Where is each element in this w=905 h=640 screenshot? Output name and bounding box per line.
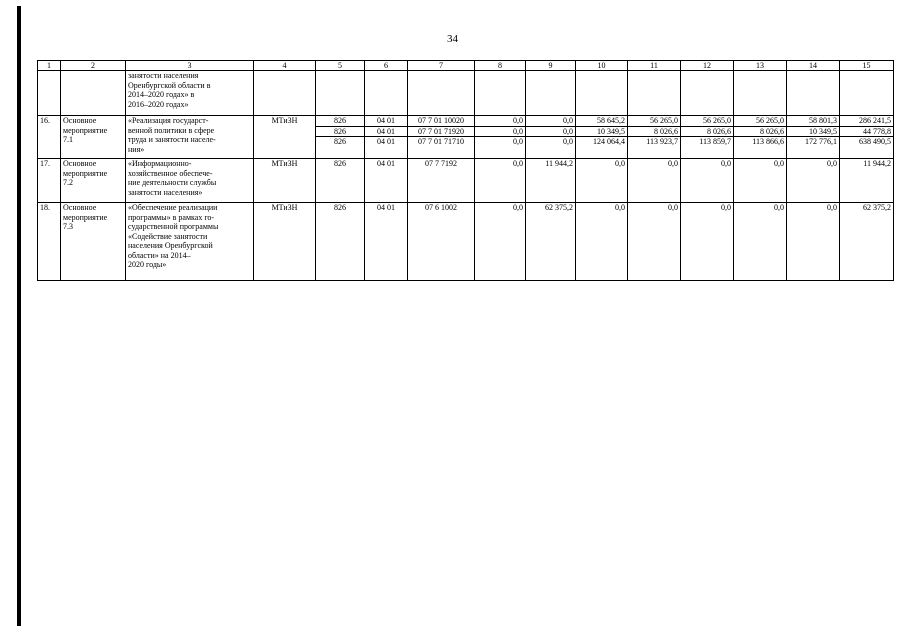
row-number: 17. [38, 159, 61, 203]
table-row [38, 159, 894, 203]
table-cell: 0,0 [681, 159, 734, 203]
table-cell: 0,0 [475, 116, 526, 127]
table-cell [681, 71, 734, 116]
table-cell: 0,0 [734, 203, 787, 281]
event-name: Основное мероприятие 7.2 [61, 159, 126, 203]
col-header: 3 [126, 61, 254, 71]
col-header: 15 [840, 61, 894, 71]
table-cell: 58 801,3 [787, 116, 840, 127]
table-cell [787, 71, 840, 116]
table-cell: 07 7 01 71710 [408, 137, 475, 159]
col-header: 8 [475, 61, 526, 71]
col-header: 9 [526, 61, 576, 71]
col-header: 6 [365, 61, 408, 71]
table-cell [61, 71, 126, 116]
table-cell: 56 265,0 [628, 116, 681, 127]
table-cell [526, 71, 576, 116]
table-cell: 44 778,8 [840, 126, 894, 137]
table-cell: 826 [316, 159, 365, 203]
table-cell: 0,0 [734, 159, 787, 203]
table-cell: 0,0 [526, 126, 576, 137]
table-cell: 0,0 [475, 126, 526, 137]
table-cell: 0,0 [475, 203, 526, 281]
table-row-continuation [38, 71, 894, 116]
table-cell: 0,0 [628, 203, 681, 281]
scan-edge [0, 0, 5, 640]
table-cell [734, 71, 787, 116]
executor: МТиЗН [254, 159, 316, 203]
table-cell: 04 01 [365, 137, 408, 159]
table-cell [576, 71, 628, 116]
executor: МТиЗН [254, 203, 316, 281]
table-cell: 07 6 1002 [408, 203, 475, 281]
col-header: 10 [576, 61, 628, 71]
table-cell: 11 944,2 [840, 159, 894, 203]
table-cell: 04 01 [365, 126, 408, 137]
col-header: 13 [734, 61, 787, 71]
header-row [38, 61, 894, 71]
event-description: «Обеспечение реализации программы» в рамках го- сударственной программы «Содействие занятости населения Оренбургской области» на 2014– 2020 годы» [126, 203, 254, 281]
table-cell: 172 776,1 [787, 137, 840, 159]
table-cell [38, 71, 61, 116]
table-row [38, 203, 894, 281]
table-cell: 10 349,5 [576, 126, 628, 137]
event-description: «Информационно- хозяйственное обеспече- ние деятельности службы занятости населения» [126, 159, 254, 203]
table-cell [628, 71, 681, 116]
event-description: «Реализация государст- венной политики в сфере труда и занятости населе- ния» [126, 116, 254, 159]
table-cell: 07 7 01 71920 [408, 126, 475, 137]
table-cell: 0,0 [787, 159, 840, 203]
table-cell: 0,0 [681, 203, 734, 281]
table-cell: 62 375,2 [840, 203, 894, 281]
col-header: 4 [254, 61, 316, 71]
table-cell: 8 026,6 [628, 126, 681, 137]
table-cell: 826 [316, 203, 365, 281]
table-cell [475, 71, 526, 116]
col-header: 1 [38, 61, 61, 71]
budget-table [37, 60, 894, 281]
table-cell: 0,0 [526, 116, 576, 127]
table-cell: 638 490,5 [840, 137, 894, 159]
table-cell: 0,0 [475, 137, 526, 159]
table-cell [254, 71, 316, 116]
table-cell: 56 265,0 [681, 116, 734, 127]
table-cell [840, 71, 894, 116]
table-cell: 62 375,2 [526, 203, 576, 281]
table-cell [316, 71, 365, 116]
table-cell: 04 01 [365, 159, 408, 203]
table-cell: 113 923,7 [628, 137, 681, 159]
col-header: 12 [681, 61, 734, 71]
table-cell: 04 01 [365, 116, 408, 127]
event-name: Основное мероприятие 7.3 [61, 203, 126, 281]
table-cell: 10 349,5 [787, 126, 840, 137]
table-cell: 11 944,2 [526, 159, 576, 203]
table-cell: 04 01 [365, 203, 408, 281]
page-number: 34 [447, 33, 458, 45]
table-cell [408, 71, 475, 116]
table-cell: 07 7 7192 [408, 159, 475, 203]
table-row [38, 116, 894, 127]
table-cell: 56 265,0 [734, 116, 787, 127]
binding-bar [17, 6, 21, 626]
table-cell: 58 645,2 [576, 116, 628, 127]
table-cell: 0,0 [576, 203, 628, 281]
table-cell: 826 [316, 126, 365, 137]
table-cell [365, 71, 408, 116]
table-cell: 0,0 [576, 159, 628, 203]
row-number: 18. [38, 203, 61, 281]
table-cell: 0,0 [628, 159, 681, 203]
col-header: 2 [61, 61, 126, 71]
col-header: 11 [628, 61, 681, 71]
event-name: Основное мероприятие 7.1 [61, 116, 126, 159]
table-cell: 826 [316, 116, 365, 127]
col-header: 7 [408, 61, 475, 71]
executor: МТиЗН [254, 116, 316, 159]
table-cell: 0,0 [526, 137, 576, 159]
table-cell: 8 026,6 [734, 126, 787, 137]
table-cell: 286 241,5 [840, 116, 894, 127]
table-cell: 0,0 [787, 203, 840, 281]
table-cell: 8 026,6 [681, 126, 734, 137]
col-header: 5 [316, 61, 365, 71]
continued-description: занятости населения Оренбургской области в 2014–2020 годах» в 2016–2020 годах» [126, 71, 254, 116]
table-cell: 07 7 01 10020 [408, 116, 475, 127]
table-cell: 113 866,6 [734, 137, 787, 159]
row-number: 16. [38, 116, 61, 159]
col-header: 14 [787, 61, 840, 71]
table-cell: 113 859,7 [681, 137, 734, 159]
table-cell: 124 064,4 [576, 137, 628, 159]
table-cell: 0,0 [475, 159, 526, 203]
table-cell: 826 [316, 137, 365, 159]
